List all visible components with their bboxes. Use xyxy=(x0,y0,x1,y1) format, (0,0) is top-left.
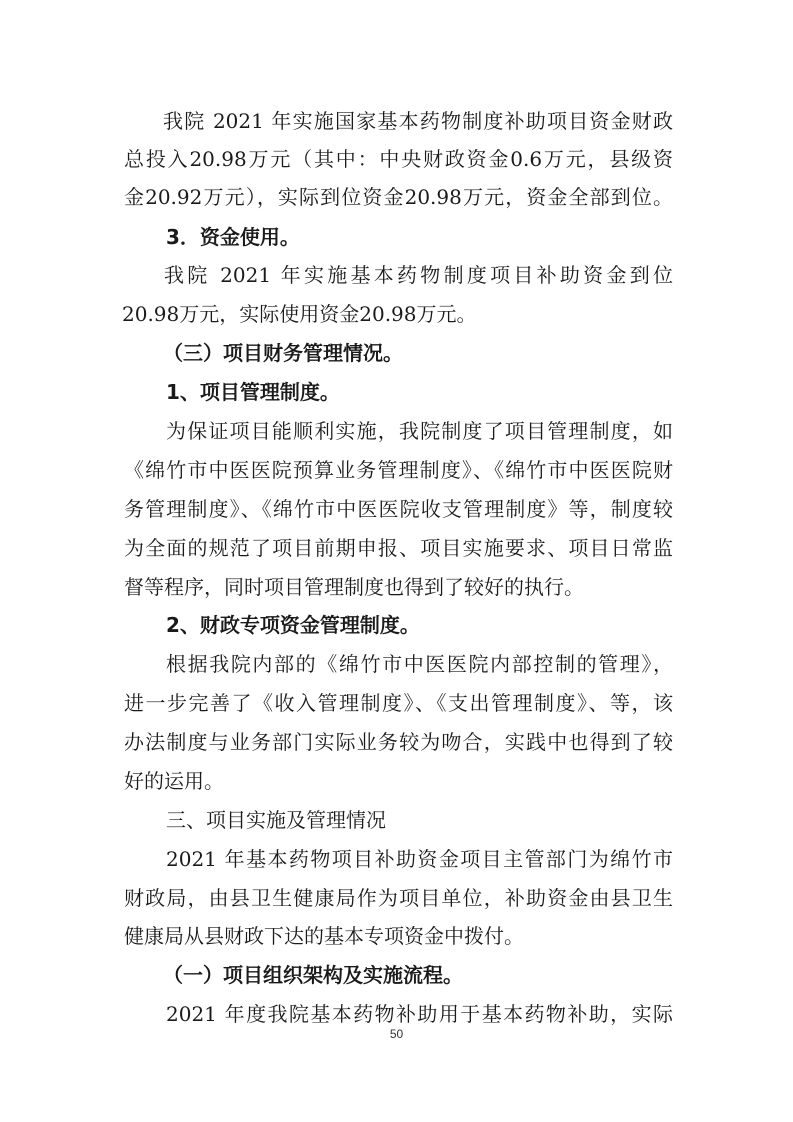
document-page: 我院 2021 年实施国家基本药物制度补助项目资金财政 总投入20.98万元（其中：中央财政资金0.6万元，县级资 金20.92万元），实际到位资金20.98万元，资金全部到位。 3．资金使用。 我院 2021 年实施基本药物制度项目补助资金到位 20.98万元，实际使用资金20.98万元。 （三）项目财务管理情况。 1、项目管理制度。 为保证项目能顺利实施，我院制度了项目管理制度，如 《绵竹市中医医院预算业务管理制度》、《绵竹市中医医院财 务管理制度》、《绵竹市中医医院收支管理制度》等，制度较 为全面的规范了项目前期申报、项目实施要求、项目日常监 督等程序，同时项目管理制度也得到了较好的执行。 2、财政专项资金管理制度。 根据我院内部的《绵竹市中医医院内部控制的管理》， 进一步完善了《收入管理制度》、《支出管理制度》、等，该 办法制度与业务部门实际业务较为吻合，实践中也得到了较 好的运用。 三、项目实施及管理情况 2021 年基本药物项目补助资金项目主管部门为绵竹市 财政局，由县卫生健康局作为项目单位，补助资金由县卫生 健康局从县财政下达的基本专项资金中拨付。 （一）项目组织架构及实施流程。 2021 年度我院基本药物补助用于基本药物补助，实际 50 xyxy=(0,0,793,1122)
page-number: 50 xyxy=(389,1027,404,1041)
